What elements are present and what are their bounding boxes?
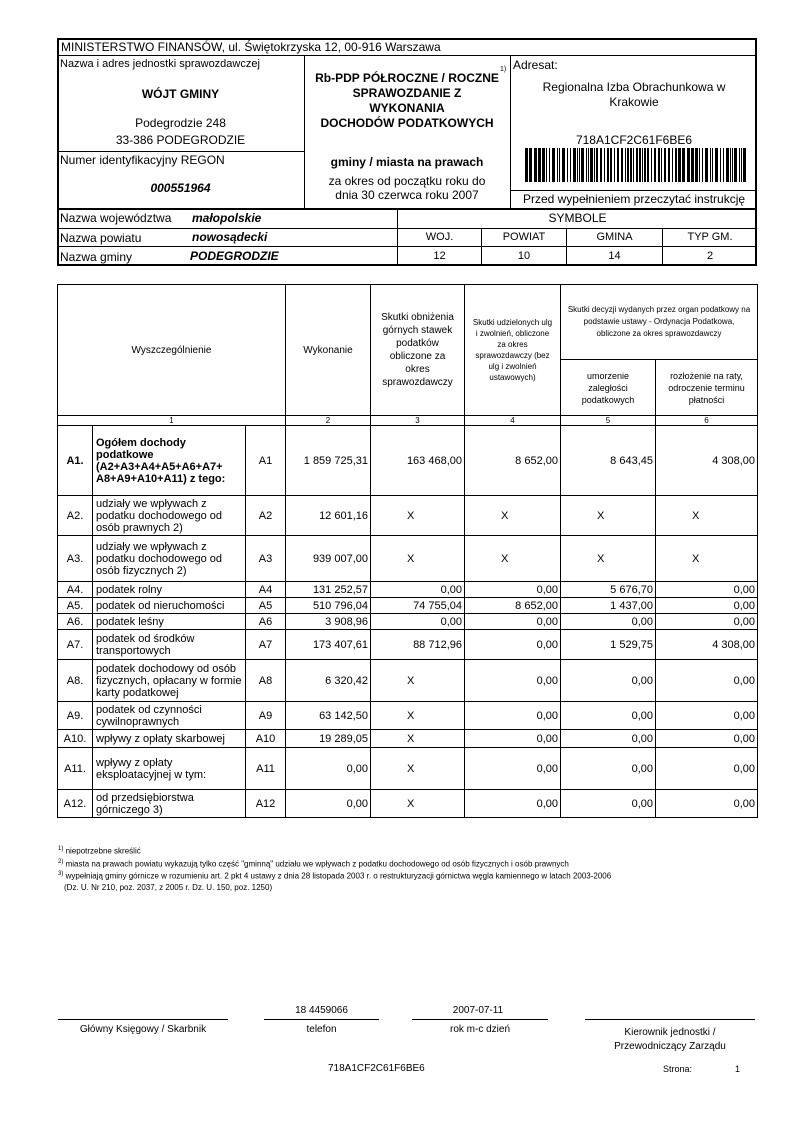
- cell-rate-reduction: X: [371, 660, 465, 702]
- county-value: nowosądecki: [192, 230, 268, 244]
- row-number: A9.: [58, 702, 93, 730]
- cell-deferral: 0,00: [656, 748, 758, 790]
- signature-line: [264, 1019, 379, 1020]
- voivodeship-value: małopolskie: [192, 211, 262, 225]
- symbol-value: 14: [608, 250, 621, 262]
- row-number: A6.: [58, 614, 93, 630]
- symbol-value: 10: [517, 250, 531, 262]
- cell-rate-reduction: X: [371, 496, 465, 536]
- table-row: [58, 630, 758, 660]
- col-index: 1: [58, 416, 286, 426]
- cell-deferral: 4 308,00: [656, 426, 758, 496]
- row-symbol: A7: [246, 630, 286, 660]
- cell-relief: 8 652,00: [465, 426, 561, 496]
- divider: [57, 55, 757, 56]
- table-row: [58, 748, 758, 790]
- row-description: podatek leśny: [93, 614, 246, 630]
- row-description: podatek od czynności cywilnoprawnych: [93, 702, 246, 730]
- footnote-mark: 3): [58, 871, 64, 878]
- col-header-rate-reduction: Skutki obniżenia górnych stawek podatków obliczone za okres sprawozdawczy: [371, 285, 465, 416]
- col-header-relief: Skutki udzielonych ulg i zwolnień, obliczone za okres sprawozdawczy (bez ulg i zwolnień ustawowych): [465, 285, 561, 416]
- barcode: [525, 148, 747, 182]
- cell-remission: 1 529,75: [561, 630, 656, 660]
- table-row: [58, 702, 758, 730]
- symbol-header: TYP GM.: [687, 231, 733, 243]
- date-value: 2007-07-11: [452, 1005, 504, 1016]
- footnote-text: niepotrzebne skreślić: [65, 846, 141, 856]
- cell-relief: 0,00: [465, 748, 561, 790]
- row-description: podatek od środków transportowych: [93, 630, 246, 660]
- form-subtitle: gminy / miasta na prawach: [330, 155, 484, 169]
- form-title: [305, 71, 509, 131]
- cell-deferral: 0,00: [656, 702, 758, 730]
- cell-rate-reduction: X: [371, 748, 465, 790]
- divider: [57, 246, 757, 247]
- col-header-tax-decisions: Skutki decyzji wydanych przez organ podatkowy na podstawie ustawy - Ordynacja Podatkowa, obliczone za okres sprawozdawczy: [561, 285, 758, 360]
- cell-relief: 0,00: [465, 730, 561, 748]
- footnotes: [58, 844, 748, 893]
- cell-deferral: 0,00: [656, 614, 758, 630]
- col-header-description: Wyszczególnienie: [58, 285, 286, 416]
- cell-rate-reduction: 163 468,00: [371, 426, 465, 496]
- cell-deferral: 0,00: [656, 730, 758, 748]
- cell-remission: 0,00: [561, 614, 656, 630]
- commune-label: Nazwa gminy: [60, 250, 133, 264]
- row-number: A3.: [58, 536, 93, 582]
- addressee-line: Krakowie: [609, 95, 659, 109]
- cell-relief: 0,00: [465, 614, 561, 630]
- footnote-text: wypełniają gminy górnicze w rozumieniu art. 2 pkt 4 ustawy z dnia 28 listopada 2003 r. o restrukturyzacji górnictwa węgla kamiennego w latach 2003-2006: [65, 871, 612, 881]
- cell-relief: 0,00: [465, 702, 561, 730]
- cell-relief: 0,00: [465, 582, 561, 598]
- row-symbol: A6: [246, 614, 286, 630]
- signature-line: [412, 1019, 548, 1020]
- table-row: [58, 790, 758, 818]
- page-label: Strona:: [663, 1064, 693, 1074]
- addressee-label: Adresat:: [513, 58, 558, 72]
- row-symbol: A5: [246, 598, 286, 614]
- cell-execution: 63 142,50: [286, 702, 371, 730]
- row-number: A7.: [58, 630, 93, 660]
- cell-remission: 5 676,70: [561, 582, 656, 598]
- period-line: za okres od początku roku do: [328, 174, 486, 188]
- cell-remission: 0,00: [561, 790, 656, 818]
- cell-execution: 0,00: [286, 748, 371, 790]
- cell-rate-reduction: 88 712,96: [371, 630, 465, 660]
- cell-remission: 1 437,00: [561, 598, 656, 614]
- divider: [57, 208, 757, 210]
- phone-label: telefon: [306, 1024, 337, 1035]
- cell-rate-reduction: 0,00: [371, 614, 465, 630]
- col-index: 3: [371, 416, 465, 426]
- form-title-line: SPRAWOZDANIE Z: [352, 86, 462, 100]
- cell-deferral: X: [656, 496, 758, 536]
- table-row: [58, 660, 758, 702]
- regon-label: Numer identyfikacyjny REGON: [60, 153, 225, 167]
- cell-relief: 8 652,00: [465, 598, 561, 614]
- cell-rate-reduction: X: [371, 536, 465, 582]
- footnote-text: miasta na prawach powiatu wykazują tylko część "gminną" udziału we wpływach z podatku dochodowego od osób fizycznych i osób prawnych: [65, 859, 569, 869]
- head-line: Przewodniczący Zarządu: [614, 1041, 726, 1052]
- row-description: wpływy z opłaty skarbowej: [93, 730, 246, 748]
- cell-execution: 1 859 725,31: [286, 426, 371, 496]
- cell-deferral: 4 308,00: [656, 630, 758, 660]
- row-number: A10.: [58, 730, 93, 748]
- form-title-line: DOCHODÓW PODATKOWYCH: [320, 116, 494, 130]
- col-header-execution: Wykonanie: [286, 285, 371, 416]
- cell-relief: 0,00: [465, 630, 561, 660]
- instruction-note: Przed wypełnieniem przeczytać instrukcję: [522, 192, 746, 206]
- head-of-unit-label: [585, 1026, 755, 1054]
- row-description: podatek rolny: [93, 582, 246, 598]
- col-index: 4: [465, 416, 561, 426]
- cell-execution: 173 407,61: [286, 630, 371, 660]
- form-title-line: WYKONANIA: [369, 101, 445, 115]
- row-description: wpływy z opłaty eksploatacyjnej w tym:: [93, 748, 246, 790]
- symbol-header: WOJ.: [425, 231, 454, 243]
- cell-rate-reduction: 74 755,04: [371, 598, 465, 614]
- row-description: od przedsiębiorstwa górniczego 3): [93, 790, 246, 818]
- cell-execution: 939 007,00: [286, 536, 371, 582]
- row-symbol: A8: [246, 660, 286, 702]
- symbol-header: GMINA: [596, 231, 633, 243]
- cell-relief: X: [465, 496, 561, 536]
- row-description: Ogółem dochody podatkowe (A2+A3+A4+A5+A6+A7+ A8+A9+A10+A11) z tego:: [93, 426, 246, 496]
- cell-remission: 0,00: [561, 702, 656, 730]
- footnote-mark: 1): [500, 66, 507, 73]
- date-label: rok m-c dzień: [449, 1024, 510, 1035]
- row-number: A1.: [58, 426, 93, 496]
- cell-remission: X: [561, 536, 656, 582]
- row-symbol: A3: [246, 536, 286, 582]
- row-symbol: A10: [246, 730, 286, 748]
- row-number: A8.: [58, 660, 93, 702]
- cell-deferral: 0,00: [656, 582, 758, 598]
- footnote-mark: 1): [58, 846, 64, 852]
- symbol-header: POWIAT: [502, 231, 546, 243]
- divider: [57, 228, 757, 229]
- table-row: [58, 426, 758, 496]
- table-row: [58, 598, 758, 614]
- cell-deferral: 0,00: [656, 598, 758, 614]
- bottom-document-code: 718A1CF2C61F6BE6: [328, 1063, 425, 1074]
- divider: [510, 55, 511, 208]
- cell-rate-reduction: 0,00: [371, 582, 465, 598]
- row-description: udziały we wpływach z podatku dochodowego od osób fizycznych 2): [93, 536, 246, 582]
- row-description: udziały we wpływach z podatku dochodowego od osób prawnych 2): [93, 496, 246, 536]
- cell-execution: 131 252,57: [286, 582, 371, 598]
- regon-value: 000551964: [150, 181, 211, 195]
- footnote-text: (Dz. U. Nr 210, poz. 2037, z 2005 r. Dz. U. 150, poz. 1250): [64, 882, 273, 892]
- tax-income-table: [57, 284, 758, 818]
- cell-relief: 0,00: [465, 660, 561, 702]
- row-number: A5.: [58, 598, 93, 614]
- row-number: A12.: [58, 790, 93, 818]
- row-description: podatek od nieruchomości: [93, 598, 246, 614]
- col-header-remission: umorzenie zaległości podatkowych: [561, 360, 656, 416]
- reporting-period: [305, 174, 509, 202]
- footnote-mark: 2): [58, 858, 64, 865]
- document-code: 718A1CF2C61F6BE6: [575, 133, 693, 147]
- cell-remission: 0,00: [561, 730, 656, 748]
- divider: [510, 190, 757, 191]
- addressee-line: Regionalna Izba Obrachunkowa w: [542, 80, 726, 94]
- row-symbol: A12: [246, 790, 286, 818]
- col-header-deferral: rozłożenie na raty, odroczenie terminu płatności: [656, 360, 758, 416]
- cell-remission: X: [561, 496, 656, 536]
- cell-relief: 0,00: [465, 790, 561, 818]
- col-index: 2: [286, 416, 371, 426]
- col-index: 5: [561, 416, 656, 426]
- table-row: [58, 730, 758, 748]
- head-line: Kierownik jednostki /: [624, 1027, 716, 1038]
- table-row: [58, 582, 758, 598]
- cell-execution: 3 908,96: [286, 614, 371, 630]
- cell-rate-reduction: X: [371, 702, 465, 730]
- symbol-value: 12: [433, 250, 446, 262]
- unit-name: WÓJT GMINY: [141, 87, 220, 101]
- cell-relief: X: [465, 536, 561, 582]
- divider: [57, 151, 304, 152]
- ministry-address: MINISTERSTWO FINANSÓW, ul. Świętokrzyska 12, 00-916 Warszawa: [61, 40, 441, 54]
- county-label: Nazwa powiatu: [60, 231, 142, 245]
- symbols-label: SYMBOLE: [548, 211, 607, 225]
- signature-line: [585, 1019, 755, 1020]
- unit-city: 33-386 PODEGRODZIE: [115, 133, 246, 147]
- page-number: 1: [735, 1064, 741, 1074]
- cell-rate-reduction: X: [371, 790, 465, 818]
- period-line: dnia 30 czerwca roku 2007: [335, 188, 479, 202]
- signature-line: [58, 1019, 228, 1020]
- row-symbol: A11: [246, 748, 286, 790]
- row-symbol: A4: [246, 582, 286, 598]
- cell-rate-reduction: X: [371, 730, 465, 748]
- row-symbol: A9: [246, 702, 286, 730]
- cell-execution: 6 320,42: [286, 660, 371, 702]
- col-index: 6: [656, 416, 758, 426]
- cell-remission: 8 643,45: [561, 426, 656, 496]
- cell-deferral: 0,00: [656, 790, 758, 818]
- voivodeship-label: Nazwa województwa: [60, 211, 172, 225]
- unit-street: Podegrodzie 248: [135, 116, 226, 130]
- cell-execution: 19 289,05: [286, 730, 371, 748]
- cell-deferral: X: [656, 536, 758, 582]
- row-symbol: A2: [246, 496, 286, 536]
- row-number: A11.: [58, 748, 93, 790]
- row-number: A2.: [58, 496, 93, 536]
- row-symbol: A1: [246, 426, 286, 496]
- phone-value: 18 4459066: [295, 1005, 348, 1016]
- row-number: A4.: [58, 582, 93, 598]
- row-description: podatek dochodowy od osób fizycznych, opłacany w formie karty podatkowej: [93, 660, 246, 702]
- cell-execution: 510 796,04: [286, 598, 371, 614]
- symbol-value: 2: [706, 250, 714, 262]
- cell-execution: 0,00: [286, 790, 371, 818]
- accountant-label: Główny Księgowy / Skarbnik: [79, 1024, 207, 1035]
- table-row: [58, 614, 758, 630]
- form-code: Rb-PDP PÓŁROCZNE / ROCZNE: [315, 71, 499, 85]
- addressee: [511, 80, 757, 110]
- cell-remission: 0,00: [561, 660, 656, 702]
- cell-deferral: 0,00: [656, 660, 758, 702]
- cell-remission: 0,00: [561, 748, 656, 790]
- cell-execution: 12 601,16: [286, 496, 371, 536]
- commune-value: PODEGRODZIE: [190, 249, 279, 263]
- unit-label: Nazwa i adres jednostki sprawozdawczej: [60, 58, 260, 70]
- table-row: [58, 536, 758, 582]
- table-row: [58, 496, 758, 536]
